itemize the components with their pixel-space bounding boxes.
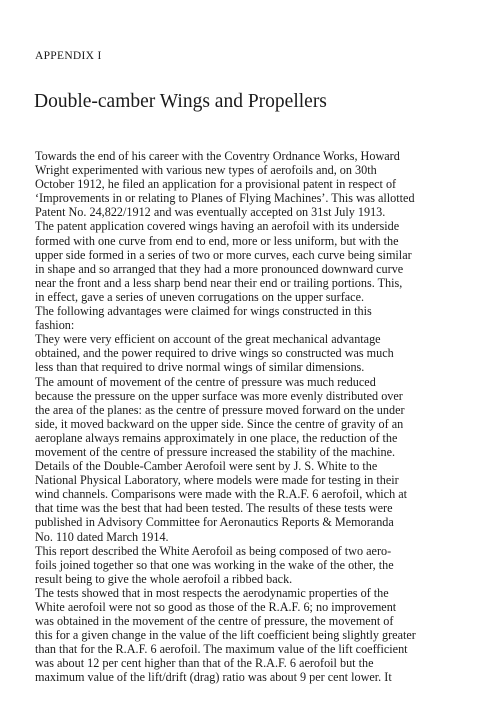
text-line: movement of the centre of pressure increased the stability of the machine.	[35, 444, 396, 459]
text-line: side, it moved backward on the upper side. Since the centre of gravity of an	[35, 416, 404, 431]
text-line: fashion:	[35, 318, 75, 333]
text-line: Towards the end of his career with the Coventry Ordnance Works, Howard	[35, 149, 400, 163]
text-line: wind channels. Comparisons were made with the R.A.F. 6 aerofoil, which at	[35, 487, 408, 502]
text-line: Details of the Double-Camber Aerofoil were sent by J. S. White to the	[35, 459, 378, 474]
text-line: maximum value of the lift/drift (drag) ratio was about 9 per cent lower. It	[35, 670, 392, 685]
text-line: The following advantages were claimed for wings constructed in this	[35, 304, 372, 319]
text-line: They were very efficient on account of the great mechanical advantage	[35, 332, 381, 347]
text-line: less than that required to drive normal wings of similar dimensions.	[35, 360, 365, 375]
page-title: Double-camber Wings and Propellers	[34, 91, 327, 112]
text-line: aeroplane always remains approximately in one place, the reduction of the	[35, 430, 398, 445]
appendix-label: APPENDIX I	[35, 50, 102, 62]
text-line: because the pressure on the upper surface was more evenly distributed over	[35, 388, 403, 403]
text-line: published in Advisory Committee for Aeronautics Reports & Memoranda	[35, 515, 394, 530]
text-line: in effect, gave a series of uneven corrugations on the upper surface.	[35, 289, 365, 304]
text-line: The tests showed that in most respects the aerodynamic properties of the	[35, 585, 389, 600]
text-line: in shape and so arranged that they had a more pronounced downward curve	[35, 261, 404, 276]
text-line: October 1912, he filed an application for a provisional patent in respect of	[35, 177, 397, 192]
text-line: result being to give the whole aerofoil a ribbed back.	[35, 571, 293, 586]
text-line: was obtained in the movement of the centre of pressure, the movement of	[35, 614, 394, 629]
text-line: foils joined together so that one was working in the wake of the other, the	[35, 557, 394, 572]
text-line: National Physical Laboratory, where models were made for testing in their	[35, 473, 399, 488]
text-line: The amount of movement of the centre of pressure was much reduced	[35, 374, 376, 389]
text-line: ‘Improvements in or relating to Planes of Flying Machines’. This was allotted	[35, 191, 415, 206]
text-line: No. 110 dated March 1914.	[35, 529, 169, 544]
text-line: than that for the R.A.F. 6 aerofoil. The maximum value of the lift coefficient	[35, 642, 408, 657]
text-line: White aerofoil were not so good as those of the R.A.F. 6; no improvement	[35, 600, 397, 614]
text-line: was about 12 per cent higher than that of the R.A.F. 6 aerofoil but the	[35, 656, 374, 671]
text-line: formed with one curve from end to end, more or less uniform, but with the	[35, 233, 399, 248]
text-line: near the front and a less sharp bend near their end or trailing portions. This,	[35, 275, 403, 290]
body-text	[35, 149, 481, 685]
text-line: Patent No. 24,822/1912 and was eventually accepted on 31st July 1913.	[35, 205, 386, 220]
text-line: The patent application covered wings having an aerofoil with its underside	[35, 219, 400, 234]
text-line: that time was the best that had been tested. The results of these tests were	[35, 501, 393, 516]
text-line: this for a given change in the value of the lift coefficient being slightly greater	[35, 628, 416, 643]
text-line: the area of the planes: as the centre of pressure moved forward on the under	[35, 402, 405, 417]
text-line: obtained, and the power required to drive wings so constructed was much	[35, 346, 394, 361]
text-line: Wright experimented with various new types of aerofoils and, on 30th	[35, 163, 377, 178]
text-line: This report described the White Aerofoil as being composed of two aero-	[35, 543, 392, 558]
text-line: upper side formed in a series of two or more curves, each curve being similar	[35, 247, 412, 262]
